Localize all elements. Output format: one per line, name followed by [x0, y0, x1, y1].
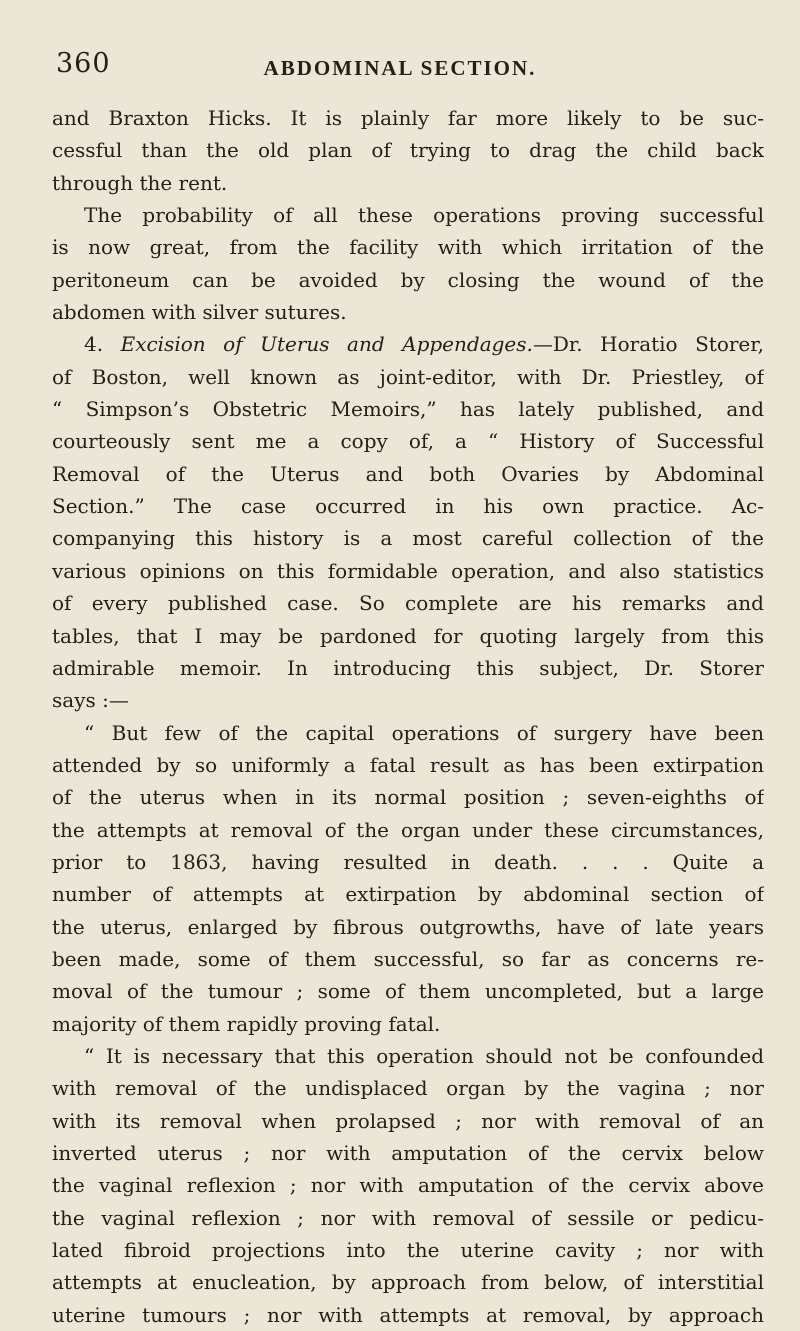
- text-line: with its removal when prolapsed ; nor with removal of an: [52, 1108, 764, 1133]
- page-number: 360: [56, 48, 111, 79]
- text-line: been made, some of them successful, so far as concerns re-: [52, 946, 764, 971]
- text-line: companying this history is a most careful collection of the: [52, 526, 764, 551]
- text-line: the uterus, enlarged by fibrous outgrowths, have of late years: [52, 914, 764, 939]
- text-line: attempts at enucleation, by approach from below, of interstitial: [52, 1270, 764, 1295]
- body-text: [52, 102, 764, 1331]
- text-line: “ It is necessary that this operation should not be confounded: [84, 1043, 764, 1068]
- text-line: cessful than the old plan of trying to drag the child back: [52, 138, 764, 163]
- text-line: the vaginal reflexion ; nor with amputation of the cervix above: [52, 1173, 764, 1198]
- text-line: uterine tumours ; nor with attempts at removal, by approach: [52, 1302, 764, 1327]
- text-line: tables, that I may be pardoned for quoting largely from this: [52, 623, 764, 648]
- text-line: admirable memoir. In introducing this subject, Dr. Storer: [52, 655, 764, 680]
- text-line: majority of them rapidly proving fatal.: [52, 1011, 441, 1036]
- text-line: “ Simpson’s Obstetric Memoirs,” has lately published, and: [52, 397, 764, 422]
- text-line: prior to 1863, having resulted in death. . . . Quite a: [52, 849, 764, 874]
- section-title: Excision of Uterus and Appendages.: [120, 332, 533, 357]
- text-line: inverted uterus ; nor with amputation of the cervix below: [52, 1141, 764, 1165]
- text-line: peritoneum can be avoided by closing the wound of the: [52, 267, 764, 292]
- text-line: lated fibroid projections into the uterine cavity ; nor with: [52, 1238, 764, 1263]
- text-line: of Boston, well known as joint-editor, with Dr. Priestley, of: [52, 364, 764, 389]
- text-line: abdomen with silver sutures.: [52, 300, 347, 325]
- running-head: ABDOMINAL SECTION.: [263, 56, 537, 80]
- text-line: The probability of all these operations proving successful: [84, 203, 764, 228]
- text-line: courteously sent me a copy of, a “ History of Successful: [52, 429, 764, 454]
- text-line: is now great, from the facility with which irritation of the: [52, 235, 764, 260]
- text-line: Section.” The case occurred in his own practice. Ac-: [52, 494, 764, 519]
- text-line: and Braxton Hicks. It is plainly far more likely to be suc-: [52, 106, 764, 130]
- text-line: “ But few of the capital operations of surgery have been: [84, 720, 764, 745]
- text-line: the attempts at removal of the organ under these circumstances,: [52, 817, 764, 842]
- text-line: of the uterus when in its normal position ; seven-eighths of: [52, 785, 764, 810]
- section-lead: —Dr. Horatio Storer,: [532, 332, 764, 357]
- text-line: number of attempts at extirpation by abdominal section of: [52, 882, 764, 907]
- text-line: attended by so uniformly a fatal result as has been extirpation: [52, 752, 764, 777]
- section-heading-line: [52, 328, 764, 360]
- text-line: various opinions on this formidable operation, and also statistics: [52, 558, 764, 583]
- section-number: 4.: [84, 332, 121, 357]
- text-line: says :—: [52, 688, 129, 713]
- text-line: the vaginal reflexion ; nor with removal of sessile or pedicu-: [52, 1205, 764, 1230]
- text-line: moval of the tumour ; some of them uncompleted, but a large: [52, 979, 764, 1004]
- text-line: through the rent.: [52, 170, 228, 195]
- text-line: of every published case. So complete are his remarks and: [52, 591, 764, 616]
- text-line: Removal of the Uterus and both Ovaries by Abdominal: [52, 461, 764, 486]
- text-line: with removal of the undisplaced organ by the vagina ; nor: [52, 1076, 764, 1101]
